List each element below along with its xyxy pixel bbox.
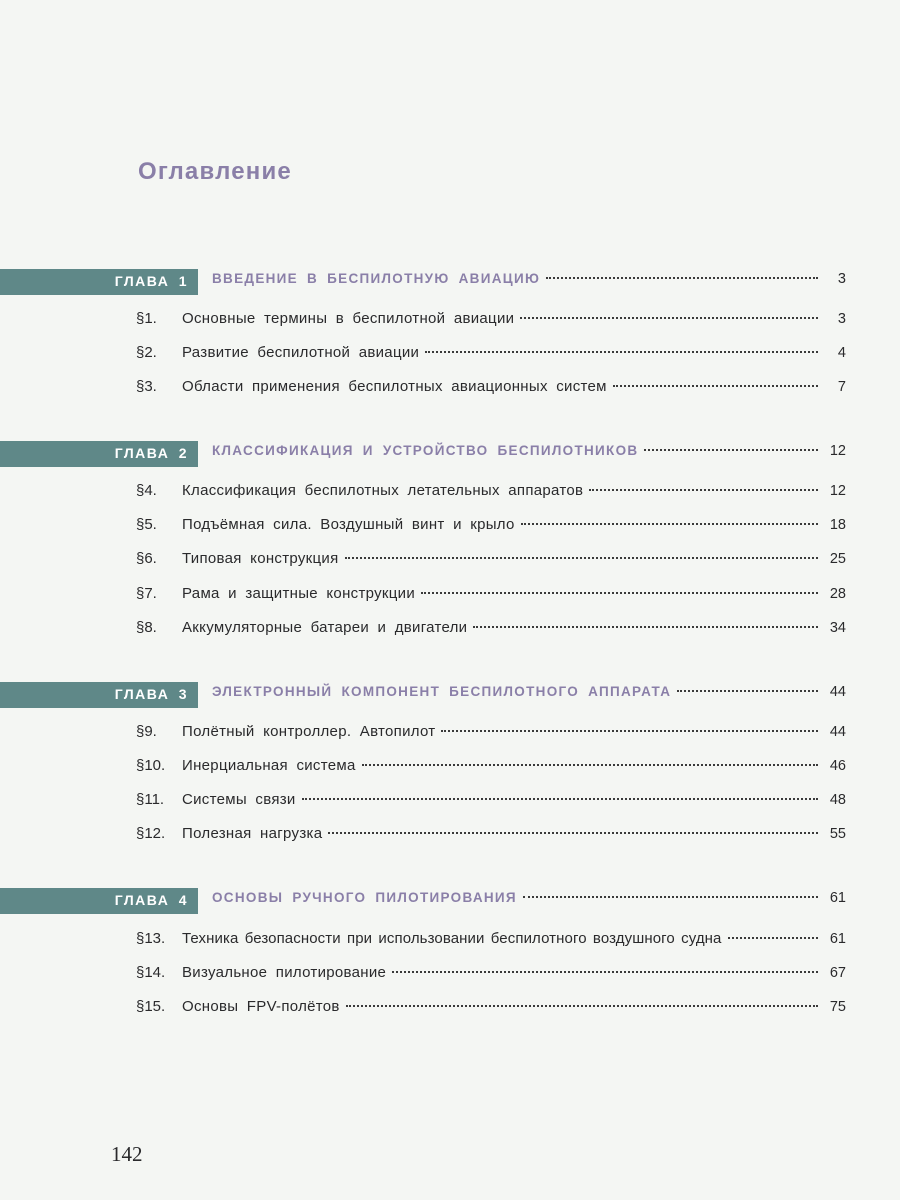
section-row [182,998,846,1015]
chapter-4 [0,888,900,914]
section-number: §14. [136,964,166,981]
section-number: §8. [136,619,157,636]
chapter-header[interactable] [0,682,900,708]
toc-entry[interactable] [0,998,900,1020]
dot-leader [362,764,818,766]
section-title: Типовая конструкция [182,550,339,567]
section-title: Классификация беспилотных летательных аппаратов [182,482,584,499]
section-title: Техника безопасности при использовании беспилотного воздушного судна [182,930,722,947]
chapter-title: ЭЛЕКТРОННЫЙ КОМПОНЕНТ БЕСПИЛОТНОГО АППАРАТА [212,684,672,699]
section-number: §15. [136,998,166,1015]
toc-entry[interactable] [0,310,900,332]
section-number: §5. [136,516,157,533]
section-page: 48 [829,792,846,808]
dot-leader [523,896,818,898]
section-page: 67 [829,965,846,981]
chapter-header[interactable] [0,888,900,914]
section-number: §2. [136,344,157,361]
dot-leader [677,690,818,692]
chapter-bar [0,441,198,467]
section-number: §9. [136,723,157,740]
section-title: Области применения беспилотных авиационных систем [182,378,607,395]
section-page: 3 [837,311,846,327]
toc-entry[interactable] [0,825,900,847]
toc-entry[interactable] [0,344,900,366]
chapter-label: ГЛАВА 3 [114,686,188,702]
dot-leader [546,277,818,279]
dot-leader [346,1005,818,1007]
section-row [182,619,846,636]
section-row [182,516,846,533]
chapter-bar [0,682,198,708]
section-title: Визуальное пилотирование [182,964,387,981]
dot-leader [520,317,818,319]
section-number: §13. [136,930,166,947]
section-row [182,585,846,602]
section-number: §4. [136,482,157,499]
section-page: 7 [837,379,846,395]
chapter-title: ВВЕДЕНИЕ В БЕСПИЛОТНУЮ АВИАЦИЮ [212,271,541,286]
dot-leader [392,971,818,973]
chapter-header[interactable] [0,269,900,295]
section-page: 28 [829,586,846,602]
section-number: §7. [136,585,157,602]
toc-entry[interactable] [0,585,900,607]
section-title: Основы FPV-полётов [182,998,340,1015]
section-page: 55 [829,826,846,842]
toc-entry[interactable] [0,757,900,779]
dot-leader [328,832,818,834]
section-number: §12. [136,825,166,842]
section-page: 75 [829,999,846,1015]
chapter-label: ГЛАВА 2 [114,445,188,461]
dot-leader [728,937,818,939]
dot-leader [345,557,818,559]
section-page: 18 [829,517,846,533]
chapter-page: 12 [829,443,846,459]
toc-entry[interactable] [0,791,900,813]
dot-leader [644,449,818,451]
chapter-2 [0,441,900,467]
chapter-label: ГЛАВА 1 [114,273,188,289]
section-title: Основные термины в беспилотной авиации [182,310,515,327]
section-number: §3. [136,378,157,395]
section-row [182,930,846,947]
section-row [182,378,846,395]
dot-leader [521,523,818,525]
chapter-title: КЛАССИФИКАЦИЯ И УСТРОЙСТВО БЕСПИЛОТНИКОВ [212,443,639,458]
section-title: Развитие беспилотной авиации [182,344,420,361]
dot-leader [589,489,818,491]
chapter-row [212,684,846,700]
section-title: Полезная нагрузка [182,825,323,842]
section-row [182,310,846,327]
section-number: §11. [136,791,165,808]
section-page: 25 [829,551,846,567]
toc-heading: Оглавление [138,158,292,185]
section-row [182,723,846,740]
chapter-bar [0,269,198,295]
dot-leader [421,592,818,594]
dot-leader [425,351,818,353]
section-number: §6. [136,550,157,567]
section-number: §10. [136,757,166,774]
dot-leader [473,626,818,628]
section-page: 34 [829,620,846,636]
chapter-3 [0,682,900,708]
section-title: Аккумуляторные батареи и двигатели [182,619,468,636]
section-row [182,964,846,981]
section-row [182,482,846,499]
toc-entry[interactable] [0,378,900,400]
section-page: 4 [837,345,846,361]
section-title: Инерциальная система [182,757,356,774]
section-row [182,825,846,842]
section-page: 12 [829,483,846,499]
section-row [182,757,846,774]
chapter-row [212,443,846,459]
section-row [182,791,846,808]
section-row [182,550,846,567]
section-page: 46 [829,758,846,774]
toc-entry[interactable] [0,964,900,986]
section-title: Подъёмная сила. Воздушный винт и крыло [182,516,515,533]
section-title: Рама и защитные конструкции [182,585,416,602]
chapter-row [212,271,846,287]
section-number: §1. [136,310,157,327]
dot-leader [441,730,818,732]
dot-leader [613,385,818,387]
chapter-row [212,890,846,906]
toc-entry[interactable] [0,482,900,504]
toc-entry[interactable] [0,619,900,641]
chapter-1 [0,269,900,295]
section-title: Системы связи [182,791,296,808]
dot-leader [302,798,818,800]
chapter-header[interactable] [0,441,900,467]
chapter-page: 61 [829,890,846,906]
chapter-title: ОСНОВЫ РУЧНОГО ПИЛОТИРОВАНИЯ [212,890,517,905]
toc-entry[interactable] [0,723,900,745]
section-title: Полётный контроллер. Автопилот [182,723,436,740]
page-number: 142 [111,1142,143,1166]
toc-entry[interactable] [0,930,900,952]
chapter-page: 44 [829,684,846,700]
toc-entry[interactable] [0,516,900,538]
toc-entry[interactable] [0,550,900,572]
section-row [182,344,846,361]
chapter-bar [0,888,198,914]
section-page: 44 [829,724,846,740]
section-page: 61 [829,931,846,947]
chapter-page: 3 [837,271,846,287]
chapter-label: ГЛАВА 4 [114,892,188,908]
